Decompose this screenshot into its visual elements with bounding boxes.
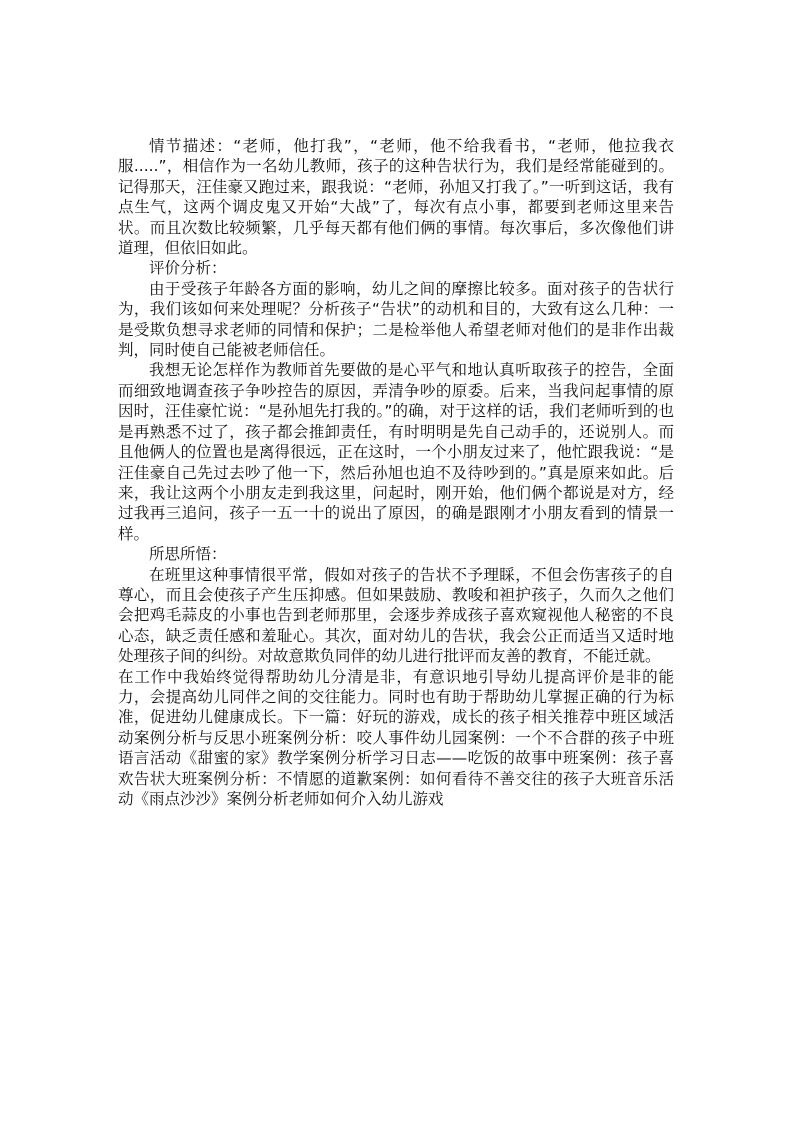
paragraph-reflection-2: 在工作中我始终觉得帮助幼儿分清是非，有意识地引导幼儿提高评价是非的能力，会提高幼儿同伴之间的交往能力。同时也有助于帮助幼儿掌握正确的行为标准，促进幼儿健康成长。下一篇：好玩的游戏，成长的孩子相关推荐中班区域活动案例分析与反思小班案例分析：咬人事件幼儿园案例：一个不合群的孩子中班语言活动《甜蜜的家》教学案例分析学习日志——吃饭的故事中班案例：孩子喜欢告状大班案例分析：不情愿的道歉案例：如何看待不善交往的孩子大班音乐活动《雨点沙沙》案例分析老师如何介入幼儿游戏 — [118, 667, 674, 808]
heading-reflection: 所思所悟： — [149, 545, 227, 564]
paragraph-reflection-1: 在班里这种事情很平常，假如对孩子的告状不予理睬，不但会伤害孩子的自尊心，而且会使孩子产生压抑感。但如果鼓励、教唆和袒护孩子，久而久之他们会把鸡毛蒜皮的小事也告到老师那里，会逐步养成孩子喜欢窥视他人秘密的不良心态，缺乏责任感和羞耻心。其次，面对幼儿的告状，我会公正而适当又适时地处理孩子间的纠纷。对故意欺负同伴的幼儿进行批评而友善的教育，不能迁就。 — [118, 565, 674, 666]
document-body — [118, 136, 674, 809]
paragraph-description: 情节描述：“老师，他打我”，“老师，他不给我看书，“老师，他拉我衣服.....”，相信作为一名幼儿教师，孩子的这种告状行为，我们是经常能碰到的。记得那天，汪佳豪又跑过来，跟我说：“老师，孙旭又打我了。”一听到这话，我有点生气，这两个调皮鬼又开始“大战”了，每次有点小事，都要到老师这里来告状。而且次数比较频繁，几乎每天都有他们俩的事情。每次事后，多次像他们讲道理，但依旧如此。 — [118, 137, 674, 258]
paragraph-analysis-1: 由于受孩子年龄各方面的影响，幼儿之间的摩擦比较多。面对孩子的告状行为，我们该如何来处理呢？分析孩子“告状”的动机和目的，大致有这么几种：一是受欺负想寻求老师的同情和保护；二是检举他人希望老师对他们的是非作出裁判，同时使自己能被老师信任。 — [118, 279, 674, 360]
paragraph-analysis-2: 我想无论怎样作为教师首先要做的是心平气和地认真听取孩子的控告，全面而细致地调查孩子争吵控告的原因，弄清争吵的原委。后来，当我问起事情的原因时，汪佳豪忙说：“是孙旭先打我的。”的确，对于这样的话，我们老师听到的也是再熟悉不过了，孩子都会推卸责任，有时明明是先自己动手的，还说别人。而且他俩人的位置也是离得很远，正在这时，一个小朋友过来了，他忙跟我说：“是汪佳豪自己先过去吵了他一下，然后孙旭也迫不及待吵到的。”真是原来如此。后来，我让这两个小朋友走到我这里，问起时，刚开始，他们俩个都说是对方，经过我再三追问，孩子一五一十的说出了原因，的确是跟刚才小朋友看到的情景一样。 — [118, 361, 674, 543]
heading-evaluation: 评价分析： — [149, 259, 227, 278]
